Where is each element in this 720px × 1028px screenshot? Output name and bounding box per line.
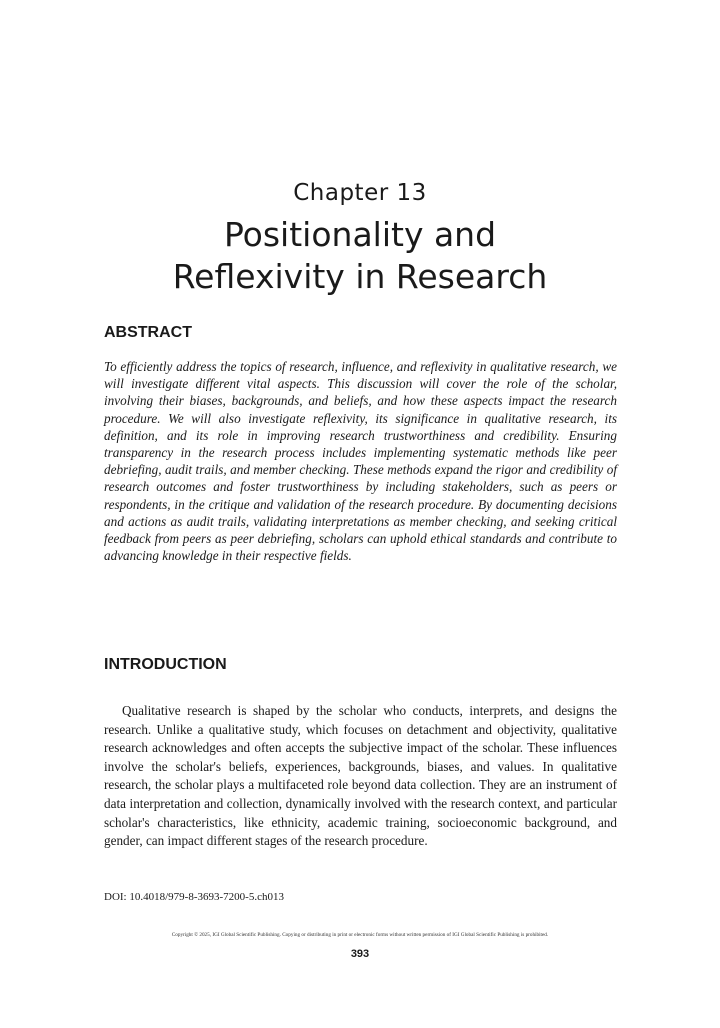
- chapter-title-line-2: Reflexivity in Research: [172, 257, 548, 296]
- introduction-paragraph: Qualitative research is shaped by the scholar who conducts, interprets, and designs the research. Unlike a qualitative study, which focuses on detachment and objectivity, qualitative research acknowledges and often accepts the subjective impact of the scholar. These influences involve the scholar's beliefs, experiences, backgrounds, biases, and values. In qualitative research, the scholar plays a multifaceted role beyond data collection. They are an instrument of data interpretation and collection, dynamically involved with the research context, and particular scholar's characteristics, like ethnicity, academic training, socioeconomic background, and gender, can impact different stages of the research procedure.: [104, 703, 617, 849]
- chapter-title: [0, 214, 720, 298]
- abstract-heading: ABSTRACT: [104, 324, 192, 341]
- chapter-title-line-1: Positionality and: [223, 215, 497, 254]
- chapter-number: Chapter 13: [293, 180, 427, 206]
- introduction-heading: INTRODUCTION: [104, 656, 227, 673]
- copyright-notice: Copyright © 2025, IGI Global Scientific Publishing. Copying or distributing in print or electronic forms without written permission of IGI Global Scientific Publishing is prohibited.: [171, 932, 549, 938]
- page-number: 393: [350, 948, 370, 960]
- abstract-text: To efficiently address the topics of research, influence, and reflexivity in qualitative research, we will investigate different vital aspects. This discussion will cover the role of the scholar, involving their biases, backgrounds, and beliefs, and how these aspects impact the research procedure. We will also investigate reflexivity, its significance in qualitative research, its definition, and its role in improving research trustworthiness and credibility. Ensuring transparency in the research process includes implementing systematic methods like peer debriefing, audit trails, and member checking. These methods expand the rigor and credibility of research outcomes and foster trustworthiness by including stakeholders, such as peers or respondents, in the critique and validation of the research procedure. By documenting decisions and actions as audit trails, validating interpretations as member checking, and seeking critical feedback from peers as peer debriefing, scholars can uphold ethical standards and contribute to advancing knowledge in their respective fields.: [104, 359, 617, 564]
- doi-line: DOI: 10.4018/979-8-3693-7200-5.ch013: [104, 891, 284, 903]
